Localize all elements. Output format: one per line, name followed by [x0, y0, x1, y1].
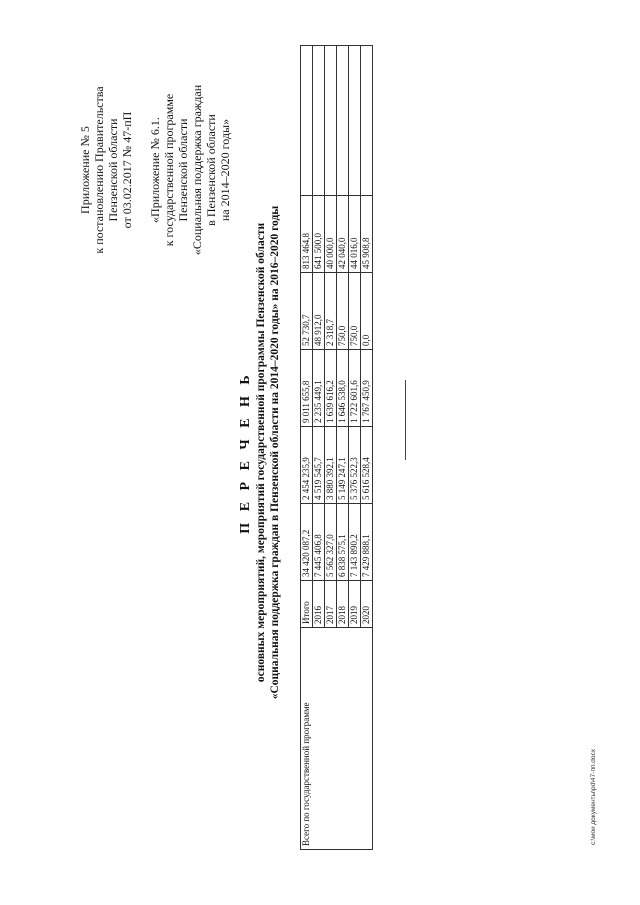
year-cell: 2020: [361, 581, 373, 628]
appendix5-line1: Приложение № 5: [78, 126, 92, 214]
empty-cell: [361, 46, 373, 196]
value-cell: 0,0: [361, 273, 373, 350]
value-cell: 42 040,0: [337, 196, 349, 273]
value-cell: 7 445 406,8: [313, 504, 325, 581]
appendix5-line3: Пензенской области: [106, 118, 120, 222]
appendix61-line2: к государственной программе: [162, 93, 176, 247]
value-cell: 6 838 575,1: [337, 504, 349, 581]
value-cell: 1 639 616,2: [325, 350, 337, 427]
year-cell: 2019: [349, 581, 361, 628]
appendix-header: [78, 75, 232, 265]
value-cell: 3 880 392,1: [325, 427, 337, 504]
value-cell: 44 016,0: [349, 196, 361, 273]
year-cell: 2016: [313, 581, 325, 628]
row-label: Всего по государственной программе: [301, 628, 373, 850]
table-row: [301, 46, 313, 850]
value-cell: 641 500,0: [313, 196, 325, 273]
value-cell: 1 722 601,6: [349, 350, 361, 427]
value-cell: 813 464,8: [301, 196, 313, 273]
value-cell: 9 011 655,8: [301, 350, 313, 427]
appendix5-line4: от 03.02.2017 № 47-пП: [120, 111, 134, 229]
appendix61-line3: Пензенской области: [176, 118, 190, 222]
funding-table: [300, 45, 373, 850]
value-cell: 5 562 327,0: [325, 504, 337, 581]
value-cell: 45 908,8: [361, 196, 373, 273]
value-cell: 1 767 450,9: [361, 350, 373, 427]
year-cell: 2017: [325, 581, 337, 628]
signature-line: [405, 380, 406, 460]
appendix61-line5: в Пензенской области: [204, 114, 218, 226]
appendix5-line2: к постановлению Правительства: [92, 86, 106, 254]
value-cell: 48 912,0: [313, 273, 325, 350]
empty-cell: [349, 46, 361, 196]
value-cell: 1 646 538,0: [337, 350, 349, 427]
value-cell: 750,0: [349, 273, 361, 350]
empty-cell: [301, 46, 313, 196]
value-cell: 5 149 247,1: [337, 427, 349, 504]
value-cell: 5 616 528,4: [361, 427, 373, 504]
appendix61-line6: на 2014–2020 годы»: [218, 118, 232, 222]
value-cell: 2 318,7: [325, 273, 337, 350]
file-path-footer: c:\мои документы\pd\47-пп.docx: [590, 748, 597, 845]
value-cell: 34 420 087,2: [301, 504, 313, 581]
year-cell: Итого: [301, 581, 313, 628]
empty-cell: [325, 46, 337, 196]
appendix61-line4: «Социальная поддержка граждан: [190, 84, 204, 256]
value-cell: 5 376 522,3: [349, 427, 361, 504]
title-line1: основных мероприятий, мероприятий государственной программы Пензенской области: [255, 222, 267, 683]
value-cell: 52 730,7: [301, 273, 313, 350]
title-line2: «Социальная поддержка граждан в Пензенской области на 2014–2020 годы» на 2016–2020 годы: [269, 205, 281, 700]
value-cell: 750,0: [337, 273, 349, 350]
value-cell: 4 519 545,7: [313, 427, 325, 504]
year-cell: 2018: [337, 581, 349, 628]
empty-cell: [313, 46, 325, 196]
value-cell: 2 235 449,1: [313, 350, 325, 427]
value-cell: 2 454 235,9: [301, 427, 313, 504]
value-cell: 7 429 888,1: [361, 504, 373, 581]
title-heading: П Е Р Е Ч Е Н Ь: [238, 371, 253, 534]
appendix61-line1: «Приложение № 6.1.: [148, 117, 162, 223]
value-cell: 7 143 890,2: [349, 504, 361, 581]
document-title: [238, 40, 282, 865]
value-cell: 40 000,0: [325, 196, 337, 273]
empty-cell: [337, 46, 349, 196]
